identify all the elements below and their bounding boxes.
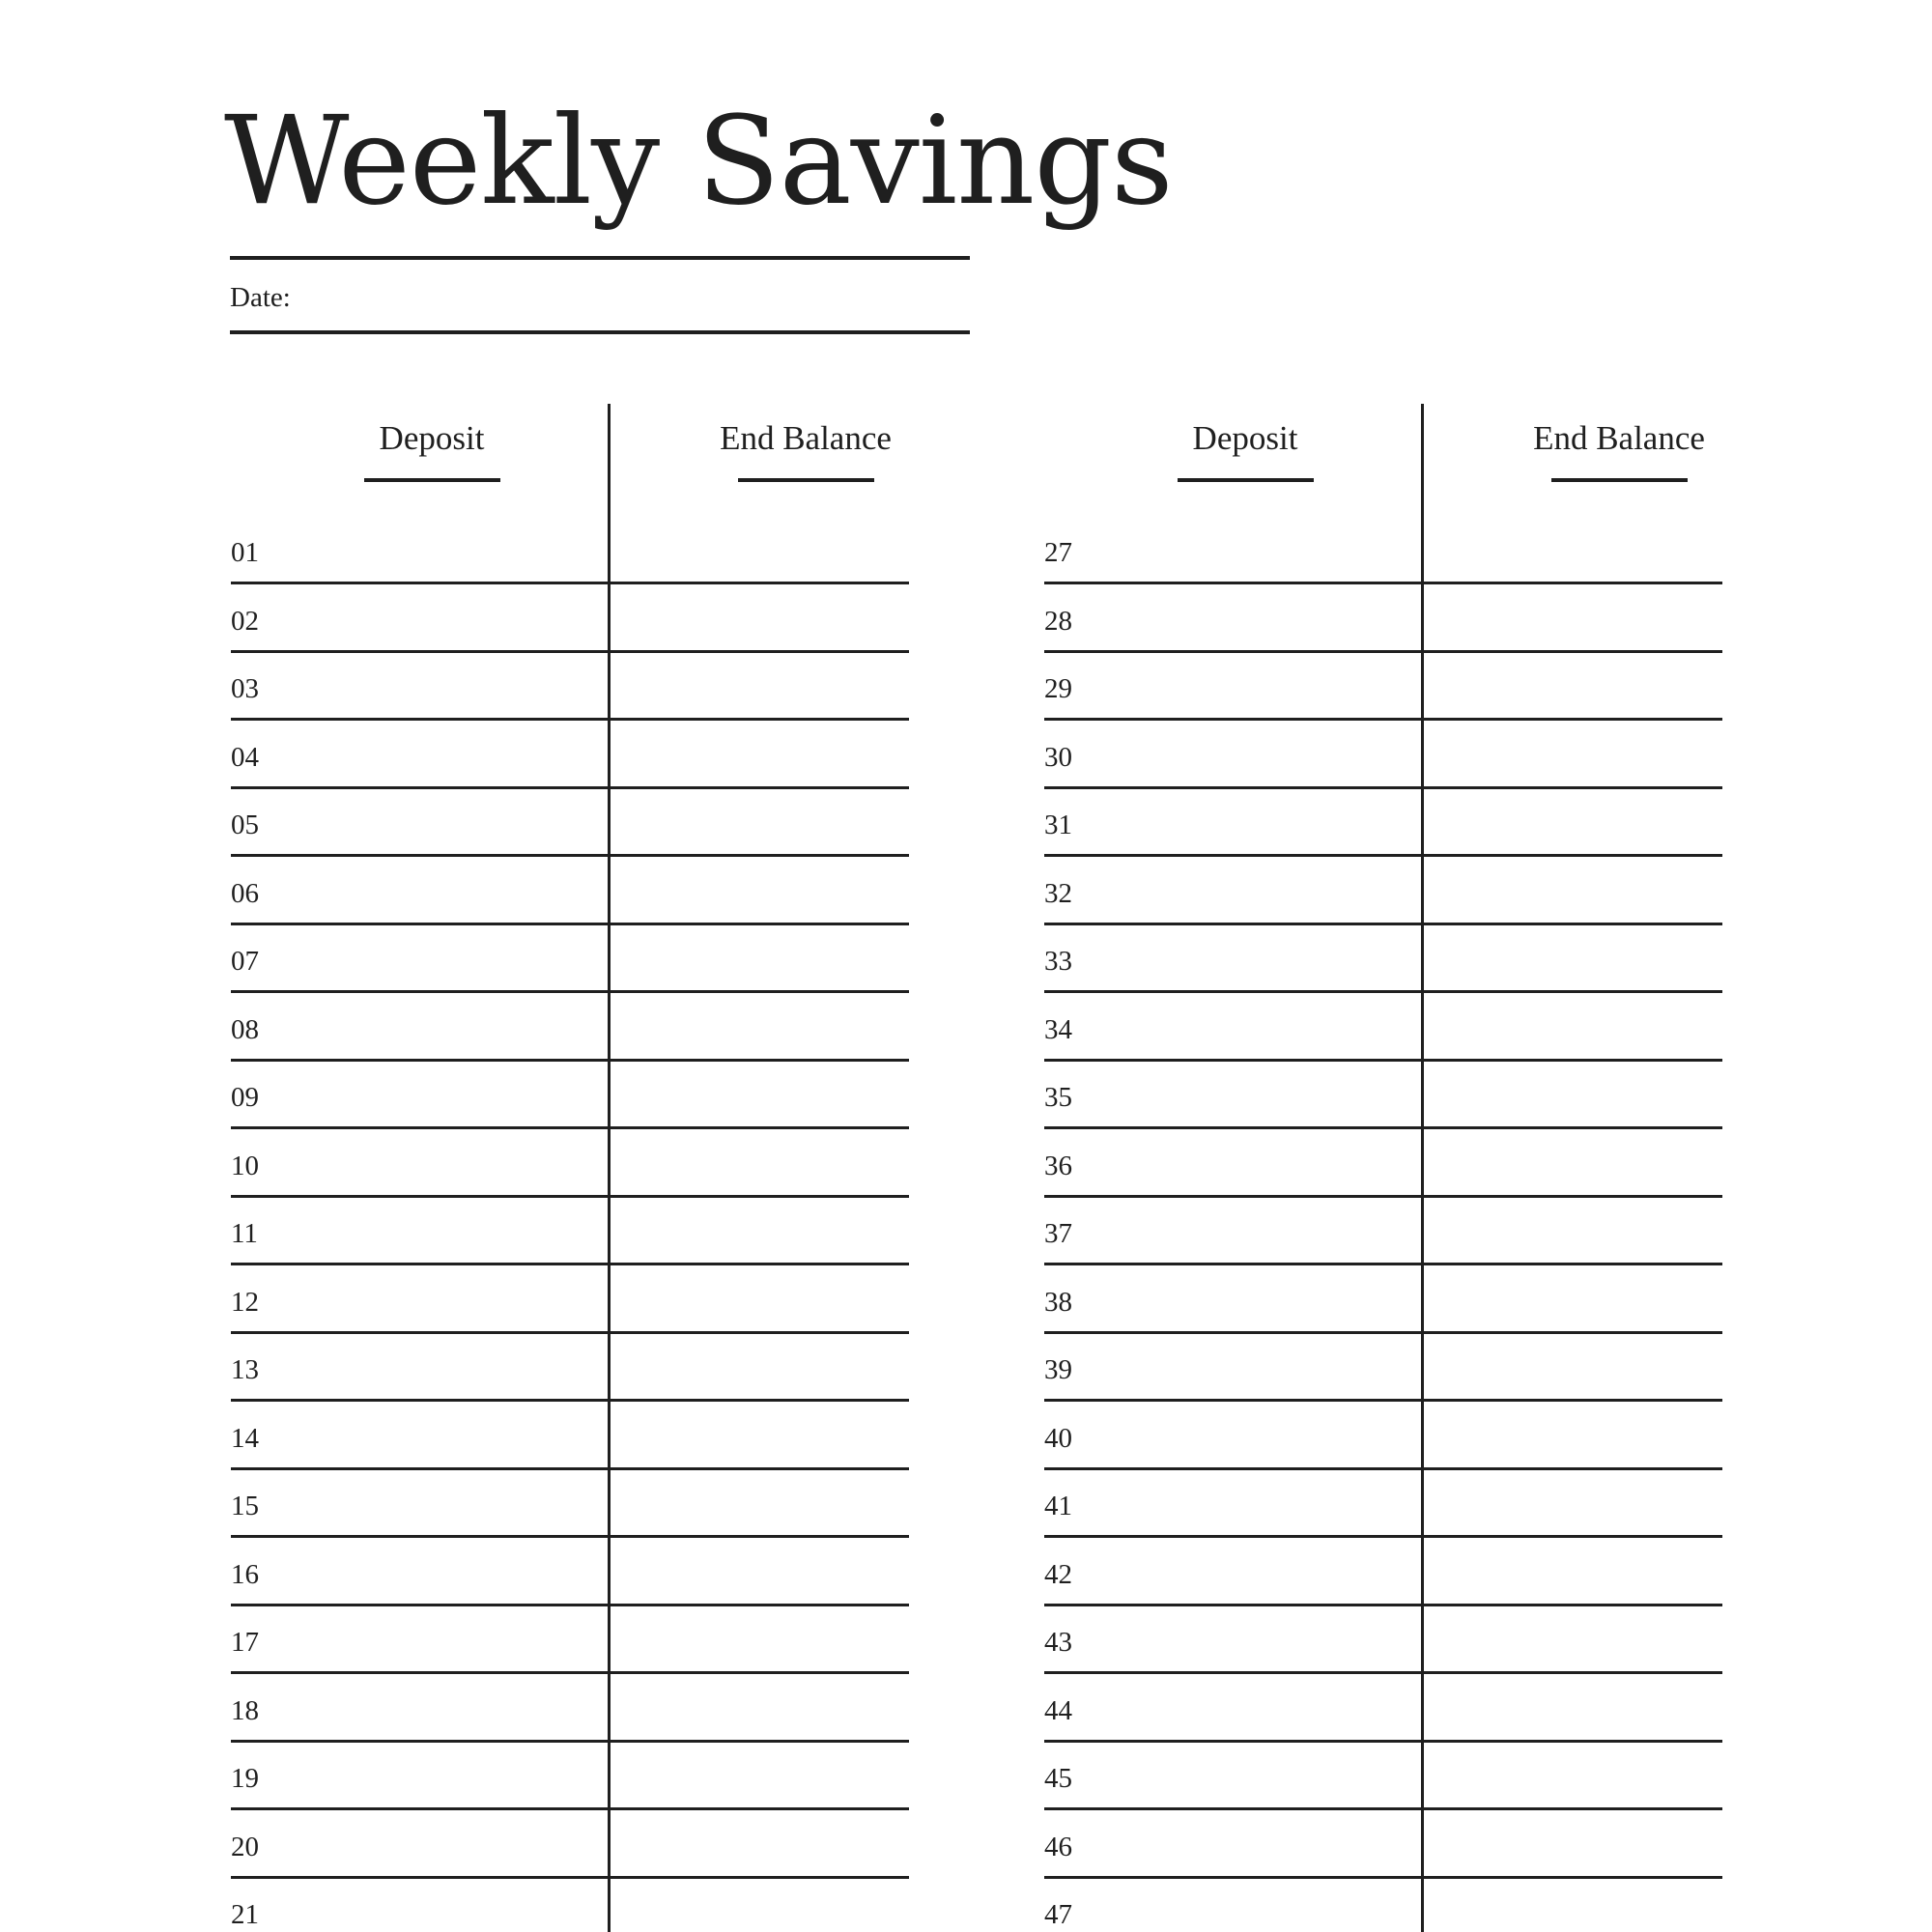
deposit-header: Deposit [1192, 419, 1298, 457]
week-number: 15 [231, 1491, 259, 1521]
week-number: 14 [231, 1422, 259, 1454]
week-number: 11 [231, 1218, 258, 1249]
week-entry-line[interactable] [1044, 1126, 1722, 1129]
week-entry-line[interactable] [231, 1467, 909, 1470]
week-number: 36 [1044, 1150, 1072, 1181]
week-entry-line[interactable] [1044, 1807, 1722, 1810]
week-entry-line[interactable] [1044, 990, 1722, 993]
week-entry-line[interactable] [1044, 1399, 1722, 1402]
week-number: 38 [1044, 1286, 1072, 1318]
week-number: 47 [1044, 1899, 1072, 1930]
end-balance-header: End Balance [1533, 419, 1705, 457]
week-entry-line[interactable] [1044, 582, 1722, 584]
week-number: 41 [1044, 1491, 1072, 1521]
week-number: 10 [231, 1150, 259, 1181]
week-entry-line[interactable] [1044, 1604, 1722, 1606]
week-entry-line[interactable] [231, 1399, 909, 1402]
week-entry-line[interactable] [231, 1535, 909, 1538]
week-entry-line[interactable] [1044, 786, 1722, 789]
week-number: 06 [231, 877, 259, 909]
week-number: 28 [1044, 605, 1072, 637]
deposit-header-underline [1178, 478, 1314, 482]
week-entry-line[interactable] [231, 582, 909, 584]
week-number: 45 [1044, 1763, 1072, 1794]
week-entry-line[interactable] [1044, 1740, 1722, 1743]
week-entry-line[interactable] [1044, 718, 1722, 721]
week-entry-line[interactable] [231, 1604, 909, 1606]
page-title: Weekly Savings [224, 90, 1173, 232]
end-balance-header-underline [738, 478, 874, 482]
week-number: 02 [231, 605, 259, 637]
week-entry-line[interactable] [231, 1059, 909, 1062]
week-entry-line[interactable] [1044, 1467, 1722, 1470]
week-number: 17 [231, 1627, 259, 1658]
column-divider [1421, 404, 1424, 1932]
week-entry-line[interactable] [1044, 1195, 1722, 1198]
week-number: 31 [1044, 810, 1072, 840]
week-number: 01 [231, 537, 259, 568]
week-entry-line[interactable] [231, 1195, 909, 1198]
column-divider [608, 404, 611, 1932]
week-number: 27 [1044, 537, 1072, 568]
week-number: 44 [1044, 1694, 1072, 1726]
week-number: 19 [231, 1763, 259, 1794]
week-entry-line[interactable] [231, 1671, 909, 1674]
week-entry-line[interactable] [1044, 1331, 1722, 1334]
savings-table-left [231, 0, 917, 1932]
week-number: 43 [1044, 1627, 1072, 1658]
week-number: 07 [231, 946, 259, 977]
week-number: 21 [231, 1899, 259, 1930]
week-number: 30 [1044, 741, 1072, 773]
week-number: 16 [231, 1558, 259, 1590]
week-number: 29 [1044, 673, 1072, 704]
week-number: 35 [1044, 1082, 1072, 1113]
week-entry-line[interactable] [231, 1807, 909, 1810]
week-number: 46 [1044, 1831, 1072, 1862]
week-number: 12 [231, 1286, 259, 1318]
week-number: 33 [1044, 946, 1072, 977]
week-number: 08 [231, 1013, 259, 1045]
week-number: 04 [231, 741, 259, 773]
week-entry-line[interactable] [1044, 650, 1722, 653]
deposit-header-underline [364, 478, 500, 482]
week-number: 13 [231, 1354, 259, 1385]
week-entry-line[interactable] [231, 990, 909, 993]
week-number: 03 [231, 673, 259, 704]
week-number: 42 [1044, 1558, 1072, 1590]
week-entry-line[interactable] [231, 786, 909, 789]
week-entry-line[interactable] [231, 650, 909, 653]
deposit-header: Deposit [379, 419, 485, 457]
week-entry-line[interactable] [231, 1126, 909, 1129]
week-entry-line[interactable] [1044, 1535, 1722, 1538]
week-entry-line[interactable] [1044, 923, 1722, 925]
week-number: 39 [1044, 1354, 1072, 1385]
week-number: 05 [231, 810, 259, 840]
week-number: 18 [231, 1694, 259, 1726]
week-number: 40 [1044, 1422, 1072, 1454]
week-entry-line[interactable] [231, 1876, 909, 1879]
week-number: 32 [1044, 877, 1072, 909]
week-number: 09 [231, 1082, 259, 1113]
date-label: Date: [230, 282, 291, 313]
week-entry-line[interactable] [1044, 1876, 1722, 1879]
week-entry-line[interactable] [231, 1263, 909, 1265]
end-balance-header: End Balance [720, 419, 892, 457]
week-entry-line[interactable] [1044, 1671, 1722, 1674]
week-number: 34 [1044, 1013, 1072, 1045]
week-entry-line[interactable] [1044, 854, 1722, 857]
week-entry-line[interactable] [1044, 1263, 1722, 1265]
week-entry-line[interactable] [231, 718, 909, 721]
week-entry-line[interactable] [231, 923, 909, 925]
week-number: 20 [231, 1831, 259, 1862]
week-entry-line[interactable] [231, 1740, 909, 1743]
end-balance-header-underline [1551, 478, 1688, 482]
week-entry-line[interactable] [231, 1331, 909, 1334]
week-number: 37 [1044, 1218, 1072, 1249]
week-entry-line[interactable] [231, 854, 909, 857]
savings-table-right [1044, 0, 1730, 1932]
week-entry-line[interactable] [1044, 1059, 1722, 1062]
